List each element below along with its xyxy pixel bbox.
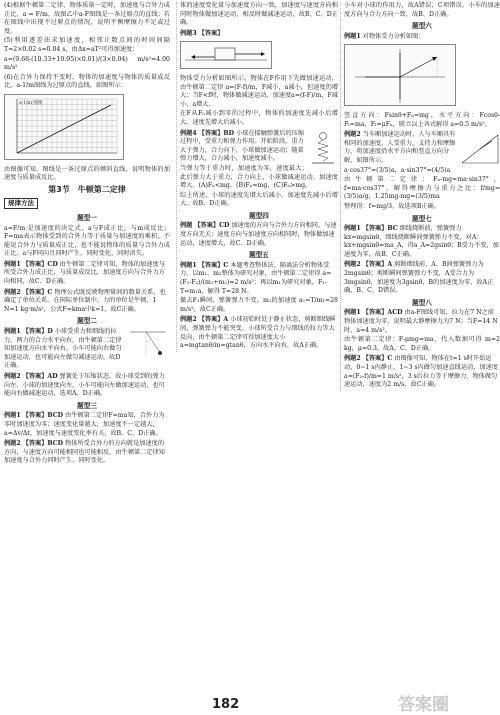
- column-right: [340, 2, 500, 391]
- answer-label: 【答案】CD: [194, 222, 230, 230]
- intro-paragraph: (4)根据牛顿第二定律，物体质量一定时，加速度与合外力成正比，a = F/m，故图乙中a-F图线是一条过原点的直线；若在图线中出现不过原点的情况，说明平衡摩擦力不足或过度。: [4, 2, 170, 35]
- example-body: 本题考查整体法、隔离法分析物体受力。以m₁、m₂整体为研究对象，由牛顿第二定律得 a=(F₁-F₂)/(m₁+m₂)=2 m/s²；再以m₁为研究对象，F₁-T=m₁a，解得 T=28 N。: [180, 261, 332, 295]
- spring-ball-figure: [308, 130, 338, 170]
- answer-label: 【答案】BC: [362, 225, 398, 233]
- answer-label: 【答案】A: [362, 261, 393, 269]
- answer-label: 【答案】BD: [198, 129, 235, 137]
- example-label: 例题1: [4, 412, 21, 420]
- answer-label: 【答案】C: [362, 355, 393, 363]
- example-body: 小球受重力和细线的拉力，两力的合力水平向右，由牛顿第二定律知加速度方向水平向右，小车可能向右做匀加速运动，也可能向左做匀减速运动，故D正确。: [4, 328, 122, 370]
- continued-paragraph: 体的速度变化量与加速度方向一致，加速度与速度方向相同时物体做加速运动，相反时做减速运动，故B、C、D正确。: [180, 2, 338, 27]
- example-item: [180, 222, 338, 248]
- example-body: 综上所述，小球的速度先增大后减小，加速度先减小后增大，故B、D正确。: [180, 191, 338, 208]
- example-label: 例题1: [180, 261, 197, 269]
- example-item: [4, 261, 170, 287]
- topic-title: 题型八: [412, 298, 432, 307]
- force-decomposition-figure: [344, 44, 456, 106]
- example-item: [4, 412, 170, 438]
- example-body: 小球在接触弹簧后的压缩过程中，受重力和弹力作用。开始阶段，重力大于弹力，合力向下，小球做加速运动；随着弹力增大，合力减小，加速度减小。: [180, 129, 305, 163]
- example-body: 整理得：f=mg/3，故选项B正确。: [344, 202, 440, 210]
- example-label: 例题1: [344, 309, 361, 317]
- example-body: a·cos37°=(3/5)a，a·sin37°=(4/5)a: [344, 166, 451, 174]
- example-item: [344, 261, 500, 295]
- example-item: [344, 355, 500, 389]
- force-block-figure: [180, 41, 272, 69]
- answer-label: 【答案】C: [22, 288, 53, 296]
- example-body: 细线烧断前，弹簧弹力kx=mgsinθ，细线烧断瞬间弹簧弹力不变，对A：kx+mgsinθ=ma_A，得a_A=2gsinθ；B受力不变，加速度为零，故B、C正确。: [344, 225, 499, 258]
- incline-figure: [460, 131, 500, 165]
- answer-label: 【答案】CD: [22, 260, 58, 268]
- intro-paragraph: (5)利用逐差法求加速度，相邻计数点间的时间间隔T=2×0.02 s=0.04 s，由Δx=aT²可得加速度：: [4, 37, 170, 53]
- answer-label: 【答案】C: [198, 261, 229, 269]
- topic-title: 题型四: [249, 211, 269, 220]
- example-label: 例题1: [4, 260, 21, 268]
- example-label: 例题2: [4, 373, 21, 380]
- example-item: [4, 373, 170, 399]
- example-item: [344, 309, 500, 335]
- section-title: 第3节 牛顿第二定律: [48, 184, 126, 194]
- example-body: 物体所受合外力的方向就是加速度的方向，与速度方向可能相同也可能相反，由牛顿第二定律知加速度与合外力同时产生、同时变化。: [4, 440, 165, 465]
- answer-label: 【答案】BCD: [22, 412, 64, 420]
- example-label: 例题1: [344, 225, 361, 233]
- example-body: 由牛顿第二定律可知，物体的加速度与所受合外力成正比，与质量成反比，加速度方向与合外力方向相同，故C、D正确。: [4, 260, 165, 286]
- example-body: 加速度的方向与合外力方向相同，与速度方向无关；速度方向与加速度方向相同时，物体做加速运动，速度增大，故C、D正确。: [180, 222, 337, 247]
- example-item: [180, 30, 338, 39]
- acceleration-mass-graph: [4, 94, 124, 160]
- example-label: 例题4: [180, 129, 197, 137]
- conclusion-paragraph: 由图像可知，图线是一条过原点的倾斜直线，说明物体的加速度与质量成反比。: [4, 165, 170, 182]
- column-middle: [176, 2, 338, 352]
- example-body: 物理公式既反映物理量间的数量关系，也确定了单位关系。在国际单位制中，力的单位是牛顿，1 N=1 kg·m/s²，公式F=kma中k=1，故C正确。: [4, 288, 166, 313]
- topic-title: 题型七: [412, 214, 432, 223]
- example-body: 在F从F₀减小到零的过程中，物体的加速度先减小后增大，速度先增大后减小。: [180, 110, 338, 126]
- example-item: [180, 130, 338, 164]
- example-item: [4, 289, 170, 315]
- example-item: [344, 225, 500, 259]
- example-label: 例题2: [4, 288, 21, 296]
- example-label: 例题: [180, 222, 193, 230]
- continued-paragraph: 小车对小球的作用力，故A错误，C项错误，小车的加速度方向与合力方向一致，故B、D正确。: [344, 2, 500, 18]
- intro-paragraph: (6)在合外力保持不变时，物体的加速度与物体的质量成反比，a-1/m图线为过原点的直线，如图所示：: [4, 73, 170, 90]
- example-body: 撤去F₁瞬间，弹簧弹力不变，m₁的加速度 a₁=T/m₁=28 m/s²，故C正确。: [180, 297, 338, 313]
- example-body: 由图像可知，物体在t=1 s时开始运动，0~1 s内静止，1~3 s内做匀加速直线运动，加速度 a=(F₂-f)/m=1 m/s²，3 s后拉力等于摩擦力，物体做匀速运动，速度为2 m/s，故C正确。: [344, 355, 498, 389]
- answer-label: 【答案】ACD: [362, 309, 403, 317]
- example-label: 例题2: [180, 316, 197, 324]
- example-label: 例题2: [344, 355, 361, 363]
- example-label: 例题2: [344, 131, 361, 139]
- example-label: 例题1: [344, 32, 361, 40]
- answer-label: 【答案】: [198, 29, 224, 37]
- example-body: 竖直方向：Fsinθ+Fₙ=mg，水平方向：Fcosθ-Fₗ=ma，Fₗ=μFₙ，联立以上各式解得 a=0.5 m/s²。: [344, 111, 500, 128]
- example-item: [344, 131, 500, 165]
- answer-label: 【答案】AD: [22, 373, 58, 380]
- topic-title: 题型三: [77, 401, 97, 410]
- example-item: [4, 328, 170, 371]
- method-box: 规律方法: [4, 198, 38, 209]
- example-body: 剪断细线前，A、B间弹簧弹力为2mgsinθ；剪断瞬间弹簧弹力不变，A受合力为3mgsinθ，加速度为3gsinθ，B的加速度为零，故A正确，B、C、D错误。: [344, 261, 494, 295]
- graph-label: a-1/m 图像: [19, 100, 43, 106]
- example-item: [4, 440, 170, 466]
- example-body: 物体受力分析如图所示。物体在F作用下先做加速运动，由牛顿第二定律 a=(F-f)/m，F减小，a减小，但速度仍增大；当F<f时，物体做减速运动，加速度a=(f-F)/m，F减小，a增大。: [180, 74, 338, 108]
- example-item: [344, 33, 500, 42]
- answer-label: 【答案】BCD: [22, 440, 64, 448]
- example-body: 弹簧处于压缩状态，故小球受到的弹力向左，小球的加速度向左，小车可能向左做加速运动，也可能向右做减速运动，选项A、D正确。: [4, 373, 165, 398]
- example-body: 小球初始时处于静止状态，剪断细线瞬间，弹簧弹力不能突变，小球所受合力与细线的拉力等大反向，由牛顿第二定律可得加速度大小 a=mgtanθ/m=gtanθ，方向水平向右，故A正确。: [180, 316, 336, 350]
- example-body: 当车厢加速运动时，人与车厢具有相同的加速度，人受重力、支持力和摩擦力，将加速度沿水平方向和竖直方向分解，如图所示。: [344, 131, 456, 164]
- example-label: 例题2: [4, 440, 21, 448]
- topic-title: 题型二: [77, 317, 97, 326]
- answer-label: 【答案】A: [198, 316, 229, 324]
- example-body: 由a-F图线可知，拉力在7 N之前物体加速度为零，说明最大静摩擦力为7 N；当F=14 N时，a=4 m/s²。: [344, 309, 498, 334]
- topic-title: 题型六: [412, 22, 432, 31]
- watermark-logo: 答案圈: [398, 695, 449, 715]
- example-label: 例题1: [4, 328, 21, 336]
- example-label: 例题3: [180, 29, 197, 37]
- example-body: 当弹力等于重力时，加速度为零，速度最大；此后弹力大于重力，合力向上，小球做减速运动，加速度增大。(A)Fₙ<mg，(B)Fₙ=mg，(C)Fₙ>mg。: [180, 164, 338, 190]
- topic-title: 题型五: [249, 251, 269, 260]
- example-item: [180, 316, 338, 350]
- example-body: 由牛顿第二定律：F-μmg=ma，代入数据可得 m=2 kg，μ=0.3，故A、C、D正确。: [344, 336, 500, 352]
- column-left: [4, 2, 170, 467]
- example-body: 由牛顿第二定律：Fₙ-mg=ma·sin37°，f=ma·cos37°，解得摩擦力与重力之比：f/mg=(3/5)a/g，1.25mg-mg=(3/5)ma: [344, 176, 500, 201]
- example-label: 例题2: [344, 261, 361, 269]
- topic-body: a=F/m 是加速度的决定式，a与F成正比，与m成反比；F=ma表示物体受到的合外力等于质量与加速度的乘积，不能说合外力与质量成正比，也不能说物体的质量与合外力成正比。a与F同向且同时产生、同时变化、同时消失。: [4, 224, 170, 258]
- example-body: 由牛顿第二定律F=ma知，合外力为零时加速度为零；速度变化量越大，加速度不一定越大，a=Δv/Δt，加速度与速度变化率有关，故B、C、D正确。: [4, 412, 165, 437]
- formula-line: a=(9.68-(10.33+10.95)×0.01)/(3×0.04) m/s²≈4.00 m/s²: [4, 55, 170, 72]
- example-item: [180, 262, 338, 296]
- pendulum-cart-figure: [126, 328, 170, 362]
- topic-title: 题型一: [77, 213, 97, 222]
- answer-label: 【答案】D: [22, 328, 53, 336]
- page-number: 182: [212, 697, 240, 712]
- example-body: 对物体受力分析如图：: [362, 32, 425, 40]
